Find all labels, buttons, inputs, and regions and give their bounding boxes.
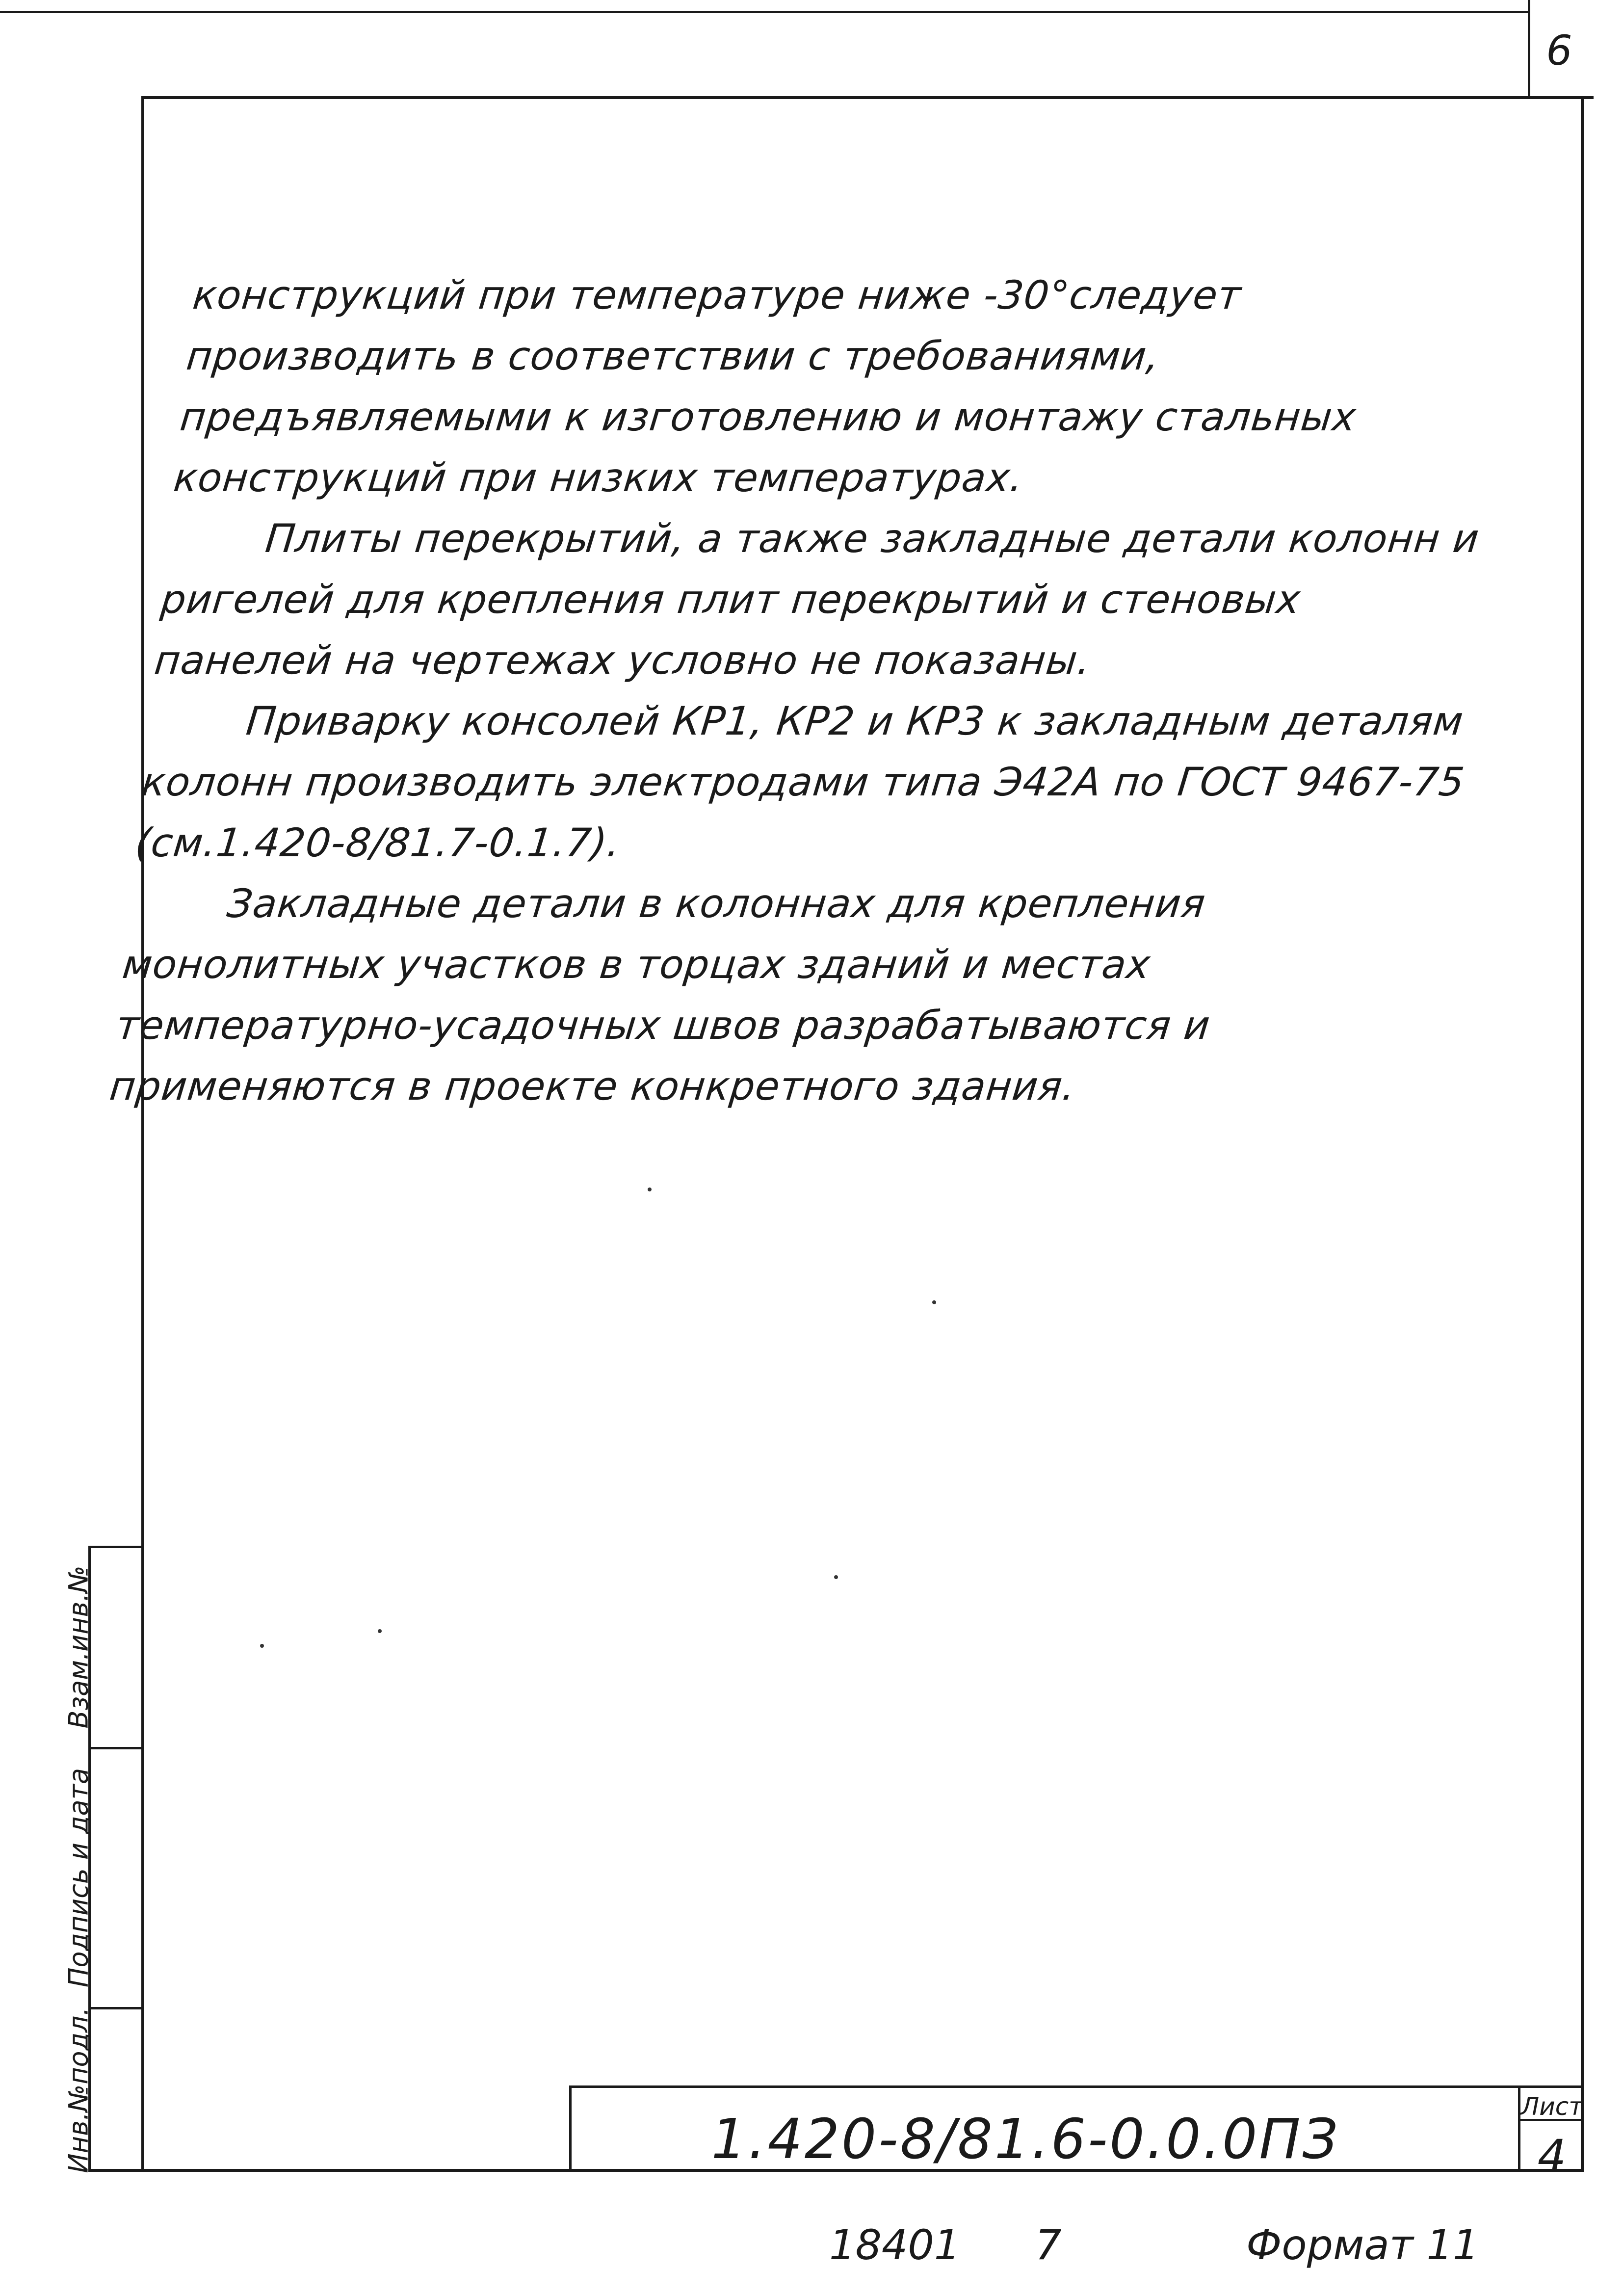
frame-top-line <box>141 96 1594 99</box>
scan-speck <box>378 1629 382 1633</box>
format-label: Формат 11 <box>1246 2221 1479 2269</box>
sheet-number: 4 <box>1537 2130 1567 2183</box>
margin-stamp-divider-2 <box>88 2007 143 2009</box>
body-text <box>107 265 1521 1117</box>
margin-label-signature-date: Подпись и дата <box>63 1768 94 1988</box>
margin-label-original-inventory: Инв.№подл. <box>63 2007 94 2173</box>
paragraph-floor-slabs: Плиты перекрытий, а также закладные детали колонн и ригелей для крепления плит перекрытий и стеновых панелей на чертежах условно не показаны. <box>152 516 1482 683</box>
scan-speck <box>932 1300 936 1304</box>
copy-number: 7 <box>1035 2221 1062 2269</box>
scan-speck <box>260 1644 264 1648</box>
paragraph-console-welding: Приварку консолей КР1, КР2 и КР3 к закладным деталям колонн производить электродами типа Э42А по ГОСТ 9467-75 (см.1.420-8/81.7-0.1.7). <box>133 698 1467 866</box>
order-number: 18401 <box>829 2221 961 2269</box>
scan-speck <box>834 1575 838 1579</box>
sheet-label: Лист <box>1520 2092 1583 2121</box>
title-block-top-line <box>569 2085 1584 2088</box>
margin-stamp-divider-1 <box>88 1747 143 1749</box>
scan-speck <box>648 1188 652 1191</box>
frame-left-line <box>141 96 144 2172</box>
margin-label-replacement-inventory: Взам.инв.№ <box>63 1565 94 1729</box>
frame-right-line <box>1581 98 1584 2172</box>
margin-stamp-top-line <box>88 1546 143 1548</box>
paragraph-low-temperature: конструкций при температуре ниже -30°следует производить в соответствии с требованиями, предъявляемыми к изготовлению и монтажу стальных конструкций при низких температурах. <box>171 272 1359 501</box>
document-code: 1.420-8/81.6-0.0.0ПЗ <box>711 2108 1340 2171</box>
top-edge-line <box>0 11 1530 13</box>
corner-page-number: 6 <box>1546 26 1572 75</box>
paragraph-embedded-parts: Закладные детали в колоннах для крепления монолитных участков в торцах зданий и местах температурно-усадочных швов разрабатываются и применяются в проекте конкретного здания. <box>107 881 1213 1109</box>
